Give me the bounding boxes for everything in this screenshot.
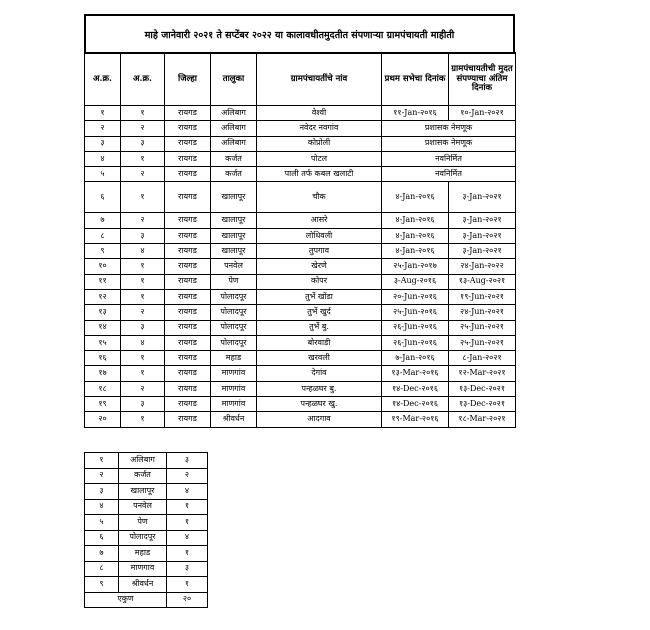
taluka-cell: पोलादपूर: [211, 320, 257, 335]
taluka-cell: खालापूर: [211, 244, 257, 259]
table-row: [85, 167, 516, 182]
serial-number-cell: ९: [85, 244, 121, 259]
table-row: [85, 136, 516, 151]
taluka-cell: अलिबाग: [211, 136, 257, 151]
term-end-date-cell: २५-Jun-२०२१: [449, 335, 516, 350]
district-cell: रायगड: [165, 228, 211, 243]
summary-count-cell: ४: [167, 530, 208, 546]
taluka-cell: पेण: [211, 274, 257, 289]
gram-panchayat-name-cell: पाली तर्फ कबल खलाटी: [257, 167, 382, 182]
summary-serial-cell: १: [85, 453, 119, 469]
gram-panchayat-name-cell: बोरवाडी: [257, 335, 382, 350]
taluka-cell: खालापूर: [211, 213, 257, 228]
table-row: [85, 351, 516, 366]
term-end-date-cell: ३-Jan-२०२१: [449, 228, 516, 243]
gram-panchayat-name-cell: आसरे: [257, 213, 382, 228]
summary-row: [85, 561, 208, 577]
status-note-cell: प्रशासक नेमणूक: [382, 121, 516, 136]
header-taluka: तालुका: [211, 53, 257, 106]
taluka-serial-cell: ३: [121, 228, 165, 243]
term-end-date-cell: ३-Jan-२०२१: [449, 213, 516, 228]
table-row: [85, 381, 516, 396]
gram-panchayat-name-cell: देगांव: [257, 366, 382, 381]
summary-serial-cell: ३: [85, 484, 119, 500]
district-cell: रायगड: [165, 412, 211, 427]
gram-panchayat-name-cell: लोधिवली: [257, 228, 382, 243]
summary-total-value: २०: [167, 592, 208, 608]
district-cell: रायगड: [165, 335, 211, 350]
table-row: [85, 121, 516, 136]
taluka-cell: अलिबाग: [211, 106, 257, 121]
taluka-serial-cell: ३: [121, 397, 165, 412]
summary-row: [85, 530, 208, 546]
first-meeting-date-cell: २५-Jun-२०१६: [382, 305, 449, 320]
table-row: [85, 259, 516, 274]
table-row: [85, 305, 516, 320]
header-gp-name: ग्रामपंचायतींचे नांव: [257, 53, 382, 106]
taluka-serial-cell: ४: [121, 244, 165, 259]
summary-taluka-cell: पेण: [119, 515, 167, 531]
district-cell: रायगड: [165, 151, 211, 166]
serial-number-cell: १७: [85, 366, 121, 381]
district-cell: रायगड: [165, 259, 211, 274]
serial-number-cell: १२: [85, 289, 121, 304]
summary-taluka-cell: माणगाव: [119, 561, 167, 577]
table-row: [85, 151, 516, 166]
serial-number-cell: १९: [85, 397, 121, 412]
taluka-cell: पनवेल: [211, 259, 257, 274]
district-cell: रायगड: [165, 182, 211, 213]
first-meeting-date-cell: ४-Jan-२०१६: [382, 228, 449, 243]
summary-row: [85, 577, 208, 593]
taluka-serial-cell: ४: [121, 335, 165, 350]
first-meeting-date-cell: ४-Jan-२०१६: [382, 182, 449, 213]
district-cell: रायगड: [165, 397, 211, 412]
summary-row: [85, 515, 208, 531]
summary-count-cell: ३: [167, 561, 208, 577]
summary-serial-cell: ९: [85, 577, 119, 593]
serial-number-cell: १८: [85, 381, 121, 396]
gram-panchayat-name-cell: खेरणे: [257, 259, 382, 274]
taluka-cell: माणगांव: [211, 366, 257, 381]
taluka-cell: अलिबाग: [211, 121, 257, 136]
district-cell: रायगड: [165, 167, 211, 182]
term-end-date-cell: १०-Jan-२०२१: [449, 106, 516, 121]
district-cell: रायगड: [165, 381, 211, 396]
taluka-serial-cell: ३: [121, 320, 165, 335]
serial-number-cell: ८: [85, 228, 121, 243]
gram-panchayat-name-cell: खरवली: [257, 351, 382, 366]
district-cell: रायगड: [165, 121, 211, 136]
gram-panchayat-name-cell: कोपर: [257, 274, 382, 289]
header-term-end: ग्रामपंचायतीची मुदत संपण्याचा अंतिम दिनांक: [449, 53, 516, 106]
taluka-serial-cell: १: [121, 151, 165, 166]
summary-taluka-cell: श्रीवर्धन: [119, 577, 167, 593]
first-meeting-date-cell: २६-Jun-२०१६: [382, 320, 449, 335]
district-cell: रायगड: [165, 289, 211, 304]
district-cell: रायगड: [165, 136, 211, 151]
serial-number-cell: ३: [85, 136, 121, 151]
summary-total-row: [85, 592, 208, 608]
gram-panchayat-name-cell: पन्हळघर बु.: [257, 381, 382, 396]
first-meeting-date-cell: १३-Mar-२०१६: [382, 366, 449, 381]
table-body: [85, 106, 516, 428]
taluka-cell: खालापूर: [211, 182, 257, 213]
serial-number-cell: ६: [85, 182, 121, 213]
first-meeting-date-cell: ४-Jan-२०१६: [382, 244, 449, 259]
first-meeting-date-cell: ४-Jan-२०१६: [382, 213, 449, 228]
serial-number-cell: १४: [85, 320, 121, 335]
taluka-cell: माणगांव: [211, 381, 257, 396]
taluka-cell: पोलादपूर: [211, 289, 257, 304]
table-row: [85, 106, 516, 121]
summary-serial-cell: २: [85, 468, 119, 484]
taluka-serial-cell: २: [121, 167, 165, 182]
summary-count-cell: १: [167, 546, 208, 562]
gram-panchayat-name-cell: वेश्वी: [257, 106, 382, 121]
serial-number-cell: १६: [85, 351, 121, 366]
summary-count-cell: १: [167, 515, 208, 531]
summary-count-cell: १: [167, 577, 208, 593]
serial-number-cell: २०: [85, 412, 121, 427]
first-meeting-date-cell: २५-Jan-२०१७: [382, 259, 449, 274]
taluka-serial-cell: १: [121, 351, 165, 366]
table-row: [85, 182, 516, 213]
taluka-cell: खालापूर: [211, 228, 257, 243]
taluka-serial-cell: १: [121, 289, 165, 304]
first-meeting-date-cell: ३-Aug-२०१६: [382, 274, 449, 289]
first-meeting-date-cell: १४-Dec-२०१६: [382, 381, 449, 396]
term-end-date-cell: ३-Jan-२०२१: [449, 244, 516, 259]
gram-panchayat-name-cell: पन्हळघर खु.: [257, 397, 382, 412]
taluka-serial-cell: १: [121, 259, 165, 274]
summary-serial-cell: ४: [85, 499, 119, 515]
term-end-date-cell: १९-Jun-२०२१: [449, 289, 516, 304]
serial-number-cell: ५: [85, 167, 121, 182]
term-end-date-cell: २५-Jun-२०२१: [449, 320, 516, 335]
summary-row: [85, 468, 208, 484]
gram-panchayat-name-cell: तुर्भे खोंडा: [257, 289, 382, 304]
summary-row: [85, 499, 208, 515]
summary-count-cell: ३: [167, 453, 208, 469]
gram-panchayat-name-cell: तुपगाव: [257, 244, 382, 259]
gram-panchayat-name-cell: चौक: [257, 182, 382, 213]
table-row: [85, 274, 516, 289]
summary-row: [85, 453, 208, 469]
gram-panchayat-table: [84, 52, 516, 428]
term-end-date-cell: ८-Jan-२०२१: [449, 351, 516, 366]
taluka-summary-table: [84, 452, 208, 608]
summary-taluka-cell: कर्जत: [119, 468, 167, 484]
district-cell: रायगड: [165, 320, 211, 335]
taluka-cell: कर्जत: [211, 167, 257, 182]
gram-panchayat-name-cell: पोटल: [257, 151, 382, 166]
summary-taluka-cell: अलिबाग: [119, 453, 167, 469]
term-end-date-cell: १३-Aug-२०२१: [449, 274, 516, 289]
district-cell: रायगड: [165, 244, 211, 259]
serial-number-cell: १: [85, 106, 121, 121]
district-cell: रायगड: [165, 305, 211, 320]
taluka-cell: पोलादपूर: [211, 335, 257, 350]
summary-serial-cell: ७: [85, 546, 119, 562]
serial-number-cell: ४: [85, 151, 121, 166]
serial-number-cell: १३: [85, 305, 121, 320]
taluka-serial-cell: १: [121, 182, 165, 213]
summary-taluka-cell: खालापूर: [119, 484, 167, 500]
district-cell: रायगड: [165, 106, 211, 121]
summary-total-label: एकुण: [85, 592, 167, 608]
header-first-meeting: प्रथम सभेचा दिनांक: [382, 53, 449, 106]
taluka-cell: महाड: [211, 351, 257, 366]
gram-panchayat-name-cell: कोप्रोली: [257, 136, 382, 151]
status-note-cell: नवनिर्मित: [382, 167, 516, 182]
table-row: [85, 244, 516, 259]
first-meeting-date-cell: २६-Jun-२०१६: [382, 335, 449, 350]
header-sr2: अ.क्र.: [121, 53, 165, 106]
header-sr1: अ.क्र.: [85, 53, 121, 106]
taluka-cell: माणगांव: [211, 397, 257, 412]
serial-number-cell: १०: [85, 259, 121, 274]
taluka-cell: श्रीवर्धन: [211, 412, 257, 427]
summary-serial-cell: ६: [85, 530, 119, 546]
summary-count-cell: ४: [167, 484, 208, 500]
table-row: [85, 289, 516, 304]
serial-number-cell: २: [85, 121, 121, 136]
term-end-date-cell: १३-Dec-२०२१: [449, 381, 516, 396]
header-district: जिल्हा: [165, 53, 211, 106]
district-cell: रायगड: [165, 213, 211, 228]
summary-row: [85, 546, 208, 562]
taluka-serial-cell: १: [121, 106, 165, 121]
summary-taluka-cell: पनवेल: [119, 499, 167, 515]
first-meeting-date-cell: ७-Jan-२०१६: [382, 351, 449, 366]
taluka-serial-cell: १: [121, 274, 165, 289]
first-meeting-date-cell: ११-Jan-२०१६: [382, 106, 449, 121]
summary-taluka-cell: महाड: [119, 546, 167, 562]
first-meeting-date-cell: १९-Mar-२०१६: [382, 412, 449, 427]
gram-panchayat-name-cell: आदगाव: [257, 412, 382, 427]
summary-serial-cell: ५: [85, 515, 119, 531]
table-row: [85, 412, 516, 427]
serial-number-cell: ११: [85, 274, 121, 289]
gram-panchayat-name-cell: तुर्भे खुर्द: [257, 305, 382, 320]
summary-serial-cell: ८: [85, 561, 119, 577]
district-cell: रायगड: [165, 274, 211, 289]
taluka-serial-cell: २: [121, 121, 165, 136]
taluka-serial-cell: १: [121, 412, 165, 427]
taluka-serial-cell: १: [121, 366, 165, 381]
table-row: [85, 228, 516, 243]
term-end-date-cell: ३-Jan-२०२१: [449, 182, 516, 213]
table-row: [85, 366, 516, 381]
status-note-cell: नवनिर्मित: [382, 151, 516, 166]
term-end-date-cell: १८-Mar-२०२१: [449, 412, 516, 427]
taluka-serial-cell: २: [121, 381, 165, 396]
table-row: [85, 335, 516, 350]
table-header-row: [85, 53, 516, 106]
term-end-date-cell: २४-Jan-२०२२: [449, 259, 516, 274]
table-row: [85, 320, 516, 335]
gram-panchayat-name-cell: तुर्भे बु.: [257, 320, 382, 335]
summary-taluka-cell: पोलादपूर: [119, 530, 167, 546]
district-cell: रायगड: [165, 351, 211, 366]
summary-row: [85, 484, 208, 500]
summary-count-cell: १: [167, 499, 208, 515]
gram-panchayat-name-cell: नवेदर नवगांव: [257, 121, 382, 136]
status-note-cell: प्रशासक नेमणूक: [382, 136, 516, 151]
taluka-serial-cell: ३: [121, 136, 165, 151]
first-meeting-date-cell: १४-Dec-२०१६: [382, 397, 449, 412]
serial-number-cell: ७: [85, 213, 121, 228]
first-meeting-date-cell: २०-Jun-२०१६: [382, 289, 449, 304]
page-title: माहे जानेवारी २०२१ ते सप्टेंबर २०२२ या कालावधीतमुदतीत संपणाऱ्या ग्रामपंचायती माहीती: [84, 14, 515, 52]
district-cell: रायगड: [165, 366, 211, 381]
taluka-cell: कर्जत: [211, 151, 257, 166]
serial-number-cell: १५: [85, 335, 121, 350]
taluka-cell: पोलादपूर: [211, 305, 257, 320]
table-row: [85, 213, 516, 228]
taluka-serial-cell: २: [121, 305, 165, 320]
summary-body: [85, 453, 208, 608]
taluka-serial-cell: २: [121, 213, 165, 228]
term-end-date-cell: २४-Jun-२०२१: [449, 305, 516, 320]
summary-count-cell: २: [167, 468, 208, 484]
term-end-date-cell: १३-Dec-२०२१: [449, 397, 516, 412]
term-end-date-cell: १२-Mar-२०२१: [449, 366, 516, 381]
table-row: [85, 397, 516, 412]
